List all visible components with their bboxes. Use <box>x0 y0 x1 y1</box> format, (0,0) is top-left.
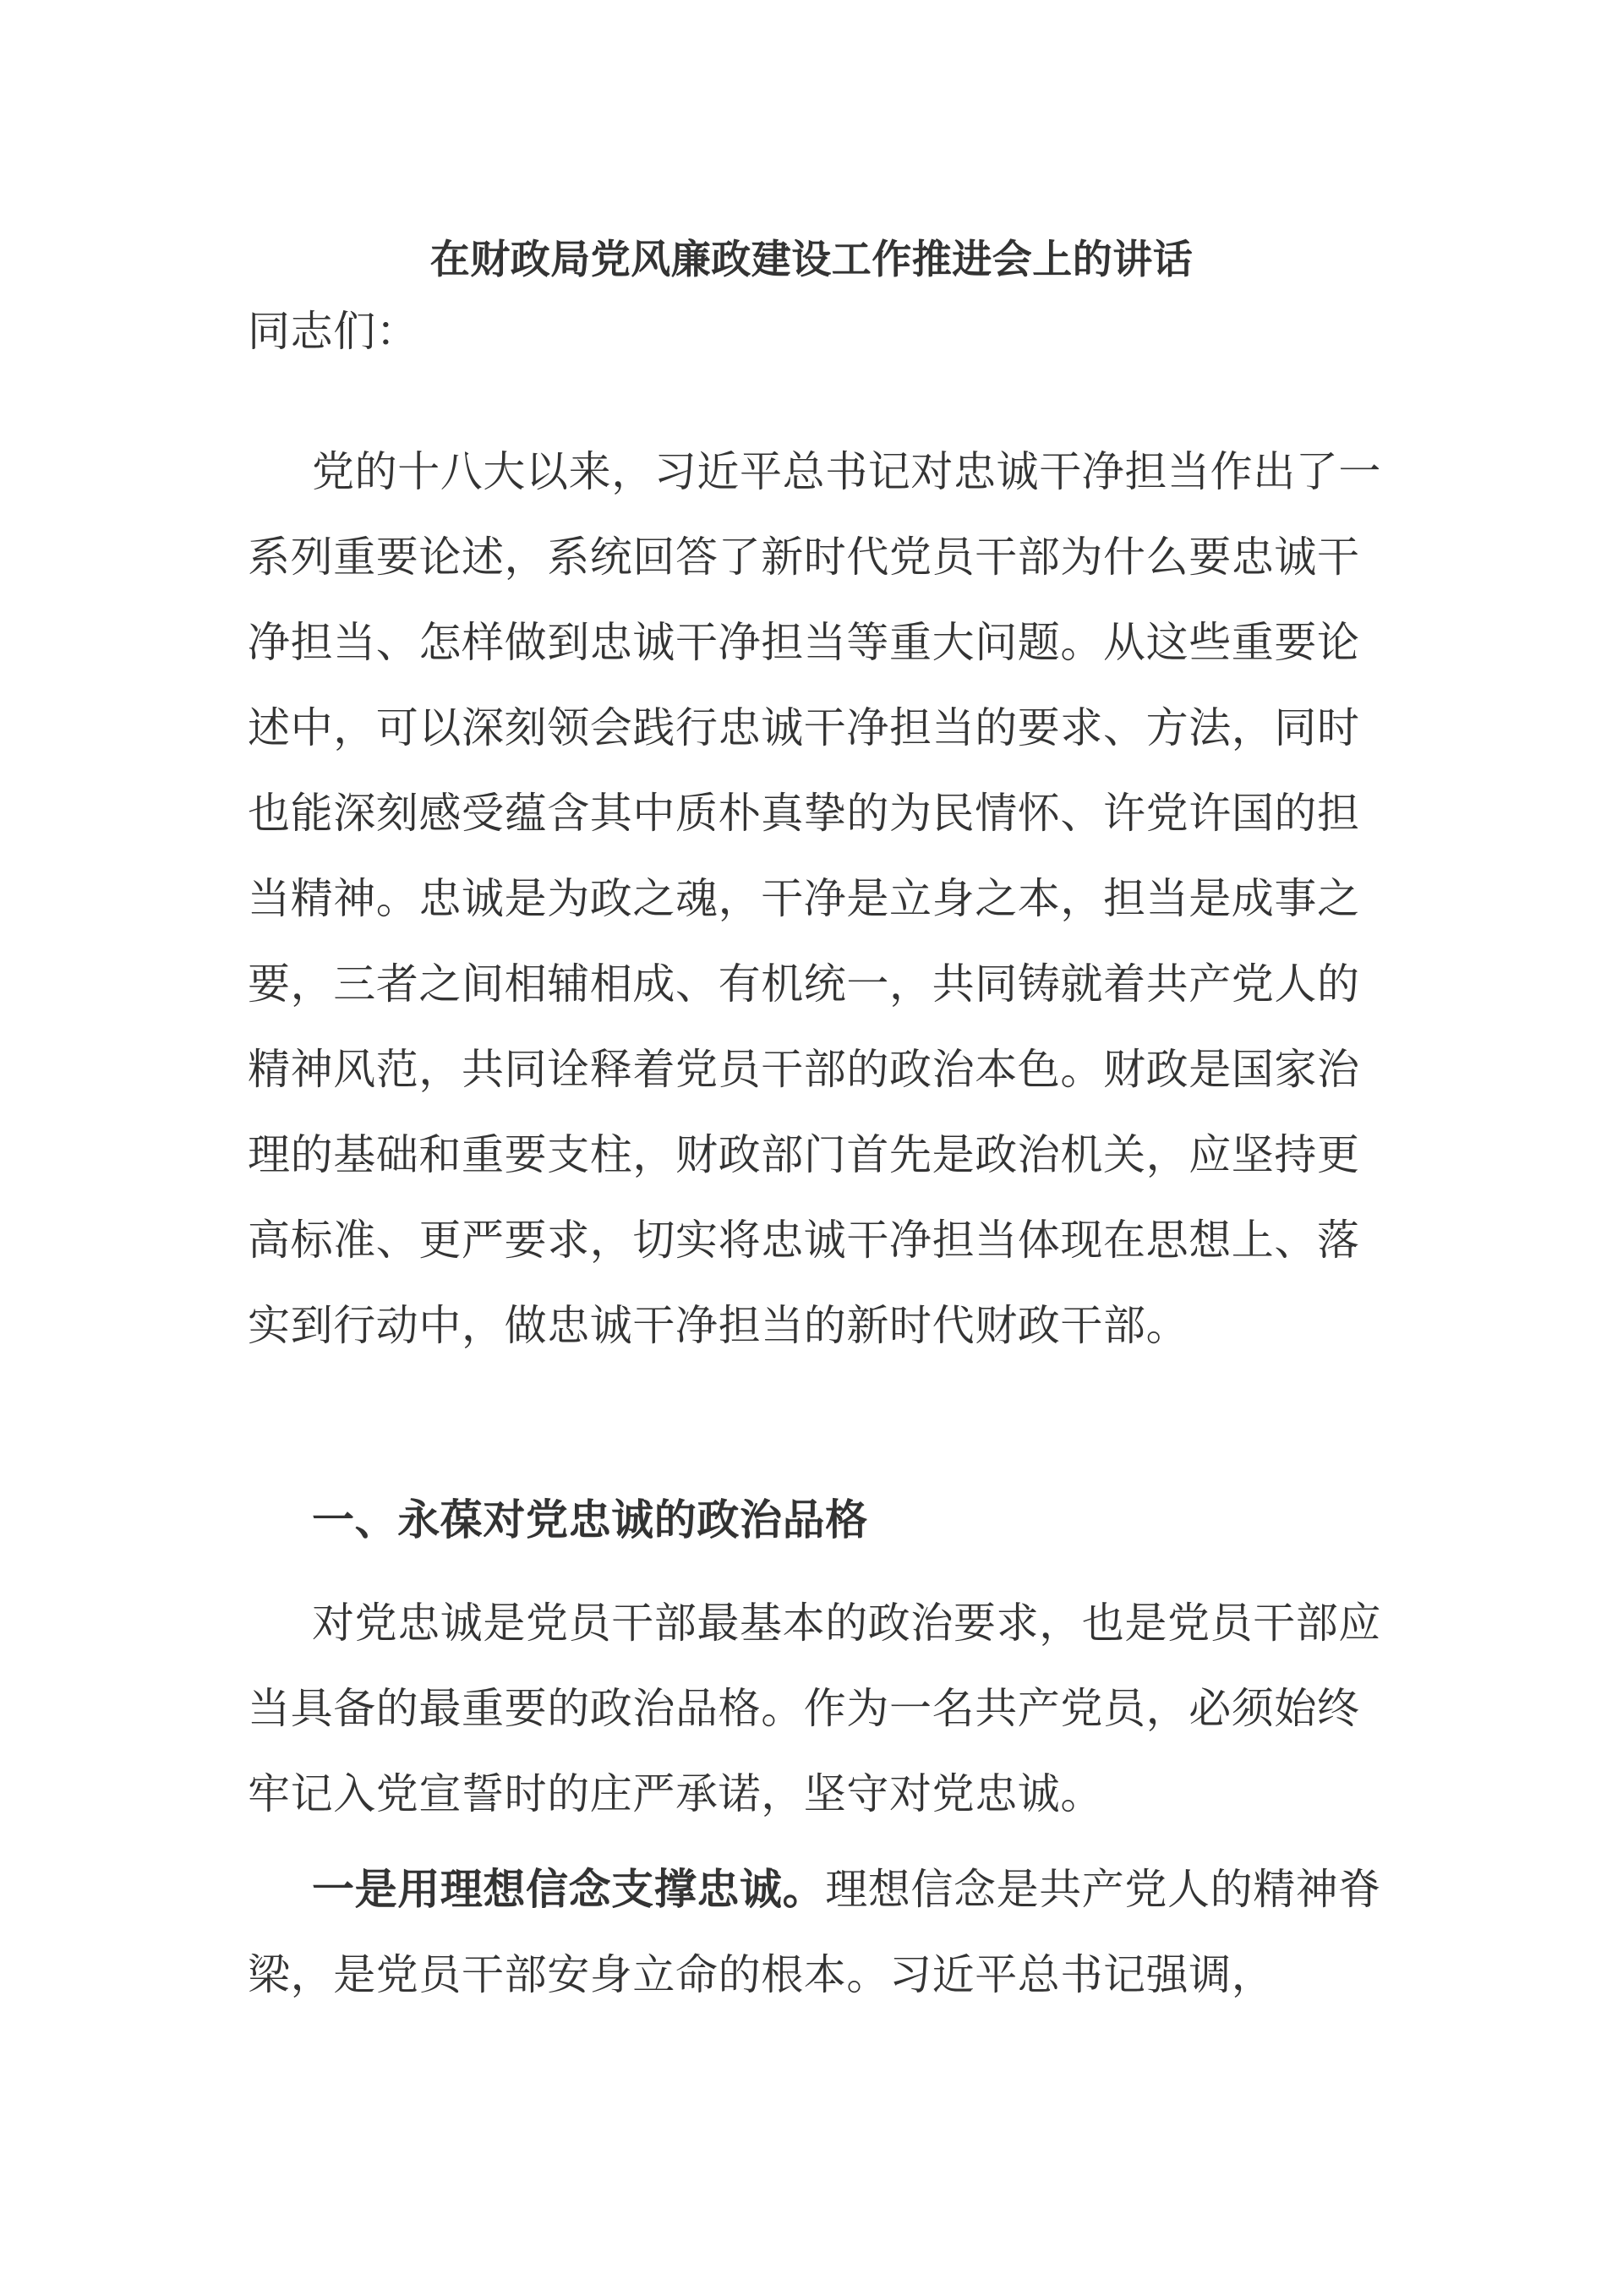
paragraph-ideals <box>248 1847 1389 2018</box>
paragraph-intro: 党的十八大以来，习近平总书记对忠诚干净担当作出了一系列重要论述，系统回答了新时代党员干部为什么要忠诚干净担当、怎样做到忠诚干净担当等重大问题。从这些重要论述中，可以深刻领会践行忠诚干净担当的要求、方法，同时也能深刻感受蕴含其中质朴真挚的为民情怀、许党许国的担当精神。忠诚是为政之魂，干净是立身之本，担当是成事之要，三者之间相辅相成、有机统一，共同铸就着共产党人的精神风范，共同诠释着党员干部的政治本色。财政是国家治理的基础和重要支柱，财政部门首先是政治机关，应坚持更高标准、更严要求，切实将忠诚干净担当体现在思想上、落实到行动中，做忠诚干净担当的新时代财政干部。 <box>248 447 1381 1350</box>
document-title: 在财政局党风廉政建设工作推进会上的讲话 <box>429 237 1194 283</box>
paragraph-ideals-text: 理想信念是共产党人的精神脊梁，是党员干部安身立命的根本。习近平总书记强调， <box>248 1865 1382 1999</box>
section-heading-1: 一、永葆对党忠诚的政治品格 <box>312 1495 868 1544</box>
greeting: 同志们： <box>248 307 419 356</box>
paragraph-loyalty: 对党忠诚是党员干部最基本的政治要求，也是党员干部应当具备的最重要的政治品格。作为一名共产党员，必须始终牢记入党宣誓时的庄严承诺，坚守对党忠诚。 <box>248 1599 1381 1818</box>
paragraph-ideals-lead: 一是用理想信念支撑忠诚。 <box>312 1865 826 1914</box>
